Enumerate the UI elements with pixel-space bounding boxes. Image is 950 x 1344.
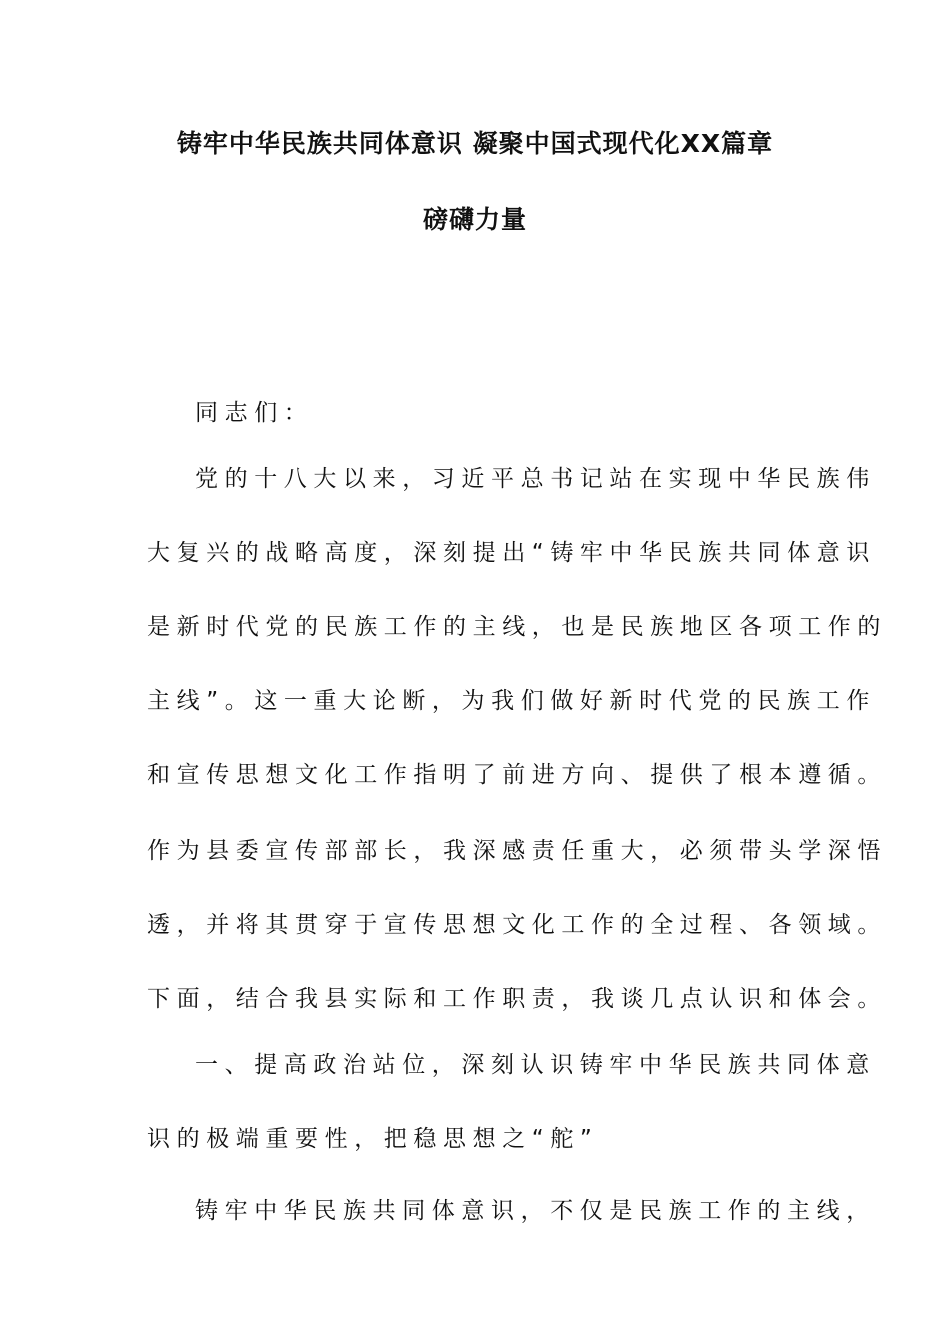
body-line: 主线”。这一重大论断，为我们做好新时代党的民族工作 <box>147 688 876 714</box>
section-heading-line: 一、提高政治站位，深刻认识铸牢中华民族共同体意 <box>195 1052 876 1078</box>
body-line: 透，并将其贯穿于宣传思想文化工作的全过程、各领域。 <box>147 912 887 938</box>
body-line: 下面，结合我县实际和工作职责，我谈几点认识和体会。 <box>147 986 887 1012</box>
body-line: 大复兴的战略高度，深刻提出“铸牢中华民族共同体意识 <box>147 540 876 566</box>
document-title-line-2: 磅礴力量 <box>422 205 527 234</box>
body-line: 是新时代党的民族工作的主线，也是民族地区各项工作的 <box>147 614 887 640</box>
body-line: 作为县委宣传部部长，我深感责任重大，必须带头学深悟 <box>147 838 887 864</box>
body-line: 和宣传思想文化工作指明了前进方向、提供了根本遵循。 <box>147 762 887 788</box>
body-line: 党的十八大以来，习近平总书记站在实现中华民族伟 <box>195 466 876 492</box>
body-line: 铸牢中华民族共同体意识，不仅是民族工作的主线， <box>195 1198 876 1224</box>
section-heading-line: 识的极端重要性，把稳思想之“舵” <box>147 1126 599 1152</box>
document-title-line-1: 铸牢中华民族共同体意识 凝聚中国式现代化XX篇章 <box>176 129 774 158</box>
salutation: 同志们： <box>195 400 314 426</box>
